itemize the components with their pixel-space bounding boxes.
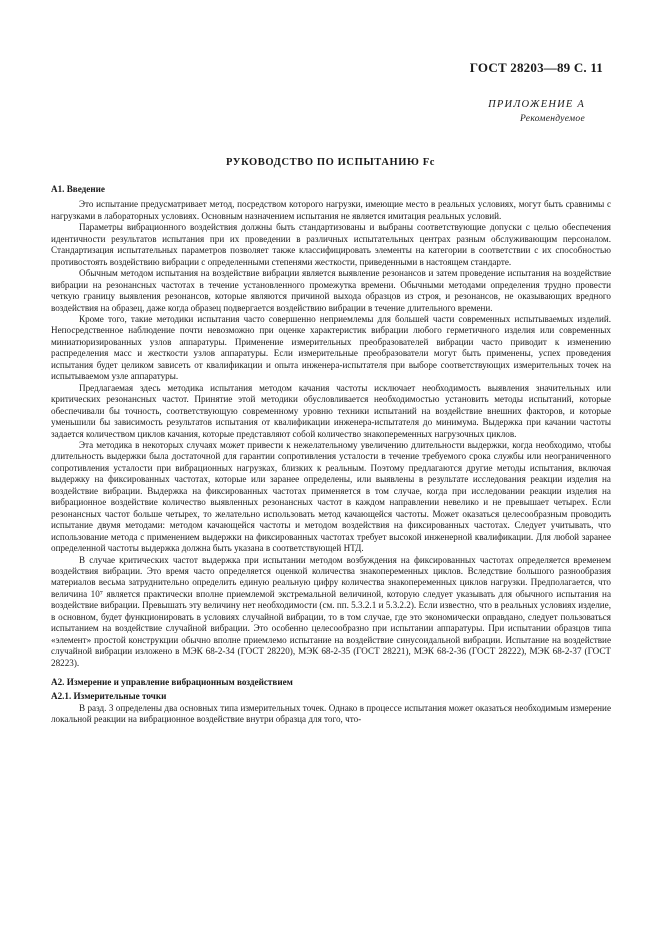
paragraph: В разд. 3 определены два основных типа измерительных точек. Однако в процессе испытания может оказаться необходимым измерение локальной реакции на вибрационное воздействие внутри образца для того, что- — [51, 702, 611, 725]
appendix-status: Рекомендуемое — [520, 114, 585, 124]
section-heading-a2: А2. Измерение и управление вибрационным воздействием — [51, 677, 293, 688]
appendix-label: ПРИЛОЖЕНИЕ А — [488, 99, 585, 110]
document-title: РУКОВОДСТВО ПО ИСПЫТАНИЮ Fc — [226, 157, 435, 168]
paragraph: В случае критических частот выдержка при испытании методом возбуждения на фиксированных частотах определяется временем воздействия вибрации. Это время часто определяется оценкой количества знакопеременных циклов. Вследствие большого разнообразия материалов весьма затруднительно определить единую реальную цифру количества знакопеременных циклов нагрузки. Предполагается, что величина 10⁷ является практически вполне приемлемой экстремальной величиной, которую следует указывать для обычного испытания на воздействие вибрации. Превышать эту величину нет необходимости (см. пп. 5.3.2.1 и 5.3.2.2). Если известно, что в реальных условиях изделие, в основном, будет функционировать в условиях случайной вибрации, то в том случае, где это экономически оправдано, следует пользоваться испытанием на воздействие случайной вибрации. Это особенно целесообразно при испытании аппаратуры. При испытании образцов типа «элемент» простой конструкции обычно вполне приемлемо испытание на воздействие синусоидальной вибрации. Испытание на воздействие случайной вибрации изложено в МЭК 68-2-34 (ГОСТ 28220), МЭК 68-2-35 (ГОСТ 28221), МЭК 68-2-36 (ГОСТ 28222), МЭК 68-2-37 (ГОСТ 28223). — [51, 554, 611, 668]
paragraph: Эта методика в некоторых случаях может привести к нежелательному увеличению длительности выдержки, когда необходимо, чтобы длительность выдержки была достаточной для гарантии сопротивления усталости в течение требуемого срока службы или неограниченного сопротивления усталости при вибрационных нагрузках, близких к реальным. Поэтому предлагаются другие методы испытания, включая выдержку на фиксированных частотах, которые или заранее определены, или выявлены в результате исследования реакции изделия на воздействие вибрации. Выдержка на фиксированных частотах применяется в том случае, когда при исследовании реакции изделия на вибрационное воздействие количество выявленных резонансных частот в каждом направлении невелико и не превышает четырех. Если резонансных частот больше четырех, то желательно использовать метод качающейся частоты. Может оказаться целесообразным проводить испытание двумя методами: методом качающейся частоты и методом воздействия на фиксированных частотах. Следует учитывать, что использование метода с применением выдержки на фиксированных частотах требует высокой инженерной квалификации. Для любой заранее определенной частоты выдержка должна быть указана в соответствующей НТД. — [51, 439, 611, 554]
standard-header: ГОСТ 28203—89 С. 11 — [469, 60, 603, 75]
paragraph: Обычным методом испытания на воздействие вибрации является выявление резонансов и затем проведение испытания на воздействие вибрации на резонансных частотах в течение установленного промежутка времени. Обычными методами определения трудно провести четкую границу выявления резонансов, которые являются причиной выхода образцов из строя, и резонансов, не оказывающих вредного воздействия на образец, даже когда образец подвергается воздействию вибрации в течение длительного времени. — [51, 268, 611, 313]
paragraph: Параметры вибрационного воздействия должны быть стандартизованы и выбраны соответствующие допуски с целью обеспечения идентичности результатов испытания при их проведении в различных испытательных центрах разным обслуживающим персоналом. Стандартизация испытательных параметров позволяет также классифицировать элементы на категории в соответствии с их способностью противостоять воздействию вибрации с определенными степенями жесткости, приведенными в настоящем стандарте. — [51, 222, 611, 267]
paragraph: Кроме того, такие методики испытания часто совершенно неприемлемы для большей части современных испытываемых изделий. Непосредственное наблюдение почти невозможно при оценке характеристик вибрации любого герметичного изделия или современных миниатюризированных узлов аппаратуры. Применение измерительных преобразователей вибрации часто приводит к изменению распределения масс и жесткости узлов аппаратуры. Если измерительные преобразователи могут быть применены, успех проведения испытания будет целиком зависеть от квалификации и опыта инженера-испытателя при выборе соответствующих измерительных точек на испытываемом узле аппаратуры. — [51, 313, 611, 382]
paragraph: Это испытание предусматривает метод, посредством которого нагрузки, имеющие место в реальных условиях, могут быть сравнимы с нагрузками в лабораторных условиях. Основным назначением испытания не является имитация реальных условий. — [51, 199, 611, 221]
appendix-label-block — [488, 98, 585, 126]
subsection-heading-a2-1: А2.1. Измерительные точки — [51, 691, 167, 702]
paragraph: Предлагаемая здесь методика испытания методом качания частоты исключает необходимость выявления значительных или критических резонансных частот. Принятие этой методики обусловливается необходимостью установить методы испытаний, которые обеспечивали бы точность, соответствующую современному уровню техники испытаний на воздействие внешних факторов, и которые уменьшили бы зависимость результатов испытания от квалификации инженера-испытателя до минимума. Выдержка при качании частоты задается количеством циклов качания, которые представляют собой количество знакопеременных нагрузочных циклов. — [51, 382, 611, 439]
section-heading-a1: А1. Введение — [51, 184, 105, 194]
document-body — [51, 184, 611, 726]
